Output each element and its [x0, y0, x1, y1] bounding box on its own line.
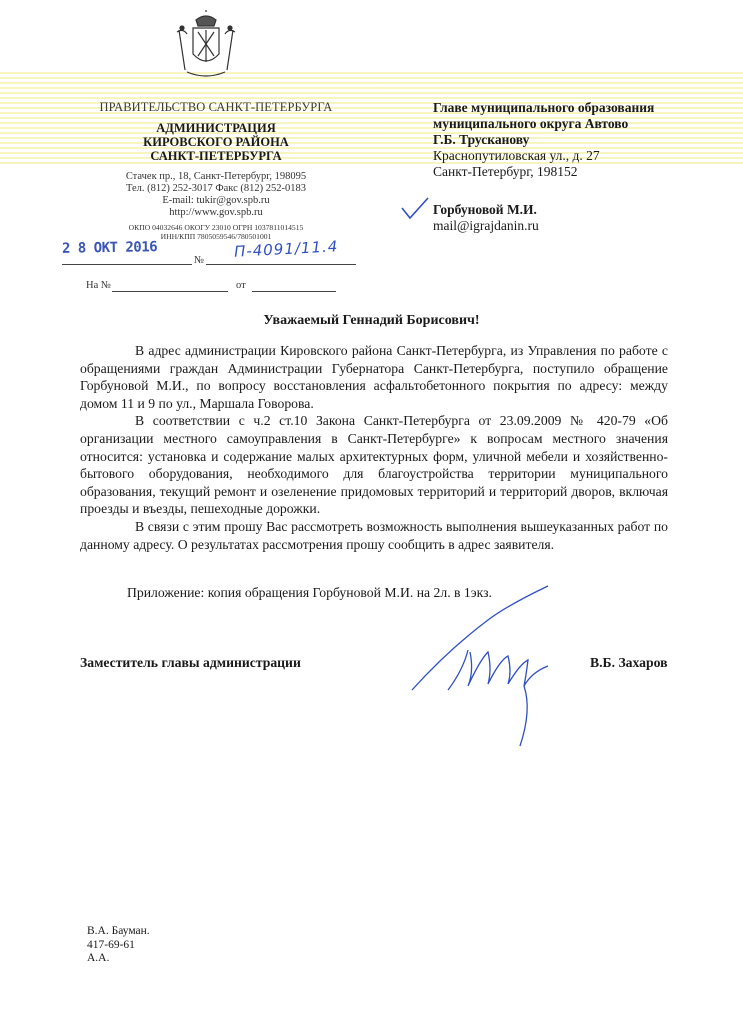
admin-line: АДМИНИСТРАЦИЯ: [156, 121, 276, 135]
date-stamp: 2 8 ОКТ 2016: [61, 239, 158, 257]
addressee-street: Краснопутиловская ул., д. 27: [433, 148, 600, 163]
addressee-title: Главе муниципального образования: [433, 100, 655, 115]
sender-header: [80, 100, 352, 241]
executor-initials: А.А.: [87, 952, 110, 964]
government-name: ПРАВИТЕЛЬСТВО САНКТ-ПЕТЕРБУРГА: [99, 100, 333, 114]
reference-date-line: [252, 291, 336, 292]
body-paragraph: В соответствии с ч.2 ст.10 Закона Санкт-Петербурга от 23.09.2009 № 420-79 «Об организации местного самоуправления в Санкт-Петербурге» к вопросам местного значения относится: установка и содержание малых архитектурных форм, уличной мебели и хозяйственно-бытового оборудования, необходимого для благоустройства территории муниципального образования, текущий ремонт и озеленение придомовых территорий и территорий дворов, включая проезды и въезды, пешеходные дорожки.: [80, 413, 668, 517]
codes-line: ОКПО 04032646 ОКОГУ 23010 ОГРН 1037811014515: [128, 223, 304, 232]
attachment-note: Приложение: копия обращения Горбуновой М.И. на 2л. в 1экз.: [127, 585, 492, 600]
addressee-name: Г.Б. Трусканову: [433, 132, 530, 147]
coat-of-arms-icon: [171, 10, 241, 80]
executor-phone: 417-69-61: [87, 938, 135, 951]
letter-body: [80, 342, 668, 553]
salutation: Уважаемый Геннадий Борисович!: [263, 313, 480, 328]
number-sign: №: [194, 255, 205, 266]
addressee-title: муниципального округа Автово: [433, 116, 629, 131]
admin-line: КИРОВСКОГО РАЙОНА: [143, 135, 289, 149]
signer-name: В.Б. Захаров: [590, 655, 668, 670]
codes-line: ИНН/КПП 7805059546/780501001: [160, 232, 272, 241]
reference-from: от: [236, 280, 246, 291]
recipient-email: mail@igrajdanin.ru: [433, 218, 539, 233]
handwritten-signature: [408, 580, 608, 750]
reference-label: На №: [86, 280, 111, 291]
administration-name: [80, 121, 352, 163]
body-paragraph: В связи с этим прошу Вас рассмотреть возможность выполнения вышеуказанных работ по данному адресу. О результатах рассмотрения прошу сообщить в адрес заявителя.: [80, 518, 668, 552]
signer-title: Заместитель главы администрации: [80, 655, 301, 670]
addressee-block: [433, 100, 733, 180]
sender-phone: Тел. (812) 252-3017 Факс (812) 252-0183: [125, 183, 307, 194]
handwritten-number: П-4091/11.4: [233, 237, 339, 261]
admin-line: САНКТ-ПЕТЕРБУРГА: [150, 149, 282, 163]
check-mark-icon: [400, 196, 430, 220]
reference-line: [112, 291, 228, 292]
sender-address: Стачек пр., 18, Санкт-Петербург, 198095: [125, 171, 307, 182]
recipient-block: [433, 202, 539, 234]
executor-name: В.А. Бауман.: [87, 925, 150, 937]
executor-info: [87, 925, 150, 966]
addressee-city: Санкт-Петербург, 198152: [433, 164, 578, 179]
date-line: [62, 264, 192, 265]
sender-website: http://www.gov.spb.ru: [169, 207, 263, 218]
number-line: [206, 264, 356, 265]
sender-contacts: [80, 171, 352, 219]
sender-email: E-mail: tukir@gov.spb.ru: [162, 195, 270, 206]
body-paragraph: В адрес администрации Кировского района Санкт-Петербурга, из Управления по работе с обращениями граждан Администрации Губернатора Санкт-Петербурга, поступило обращение Горбуновой М.И., по вопросу восстановления асфальтобетонного покрытия по адресу: между домом 11 и 9 по ул., Маршала Говорова.: [80, 343, 668, 411]
recipient-name: Горбуновой М.И.: [433, 202, 537, 217]
